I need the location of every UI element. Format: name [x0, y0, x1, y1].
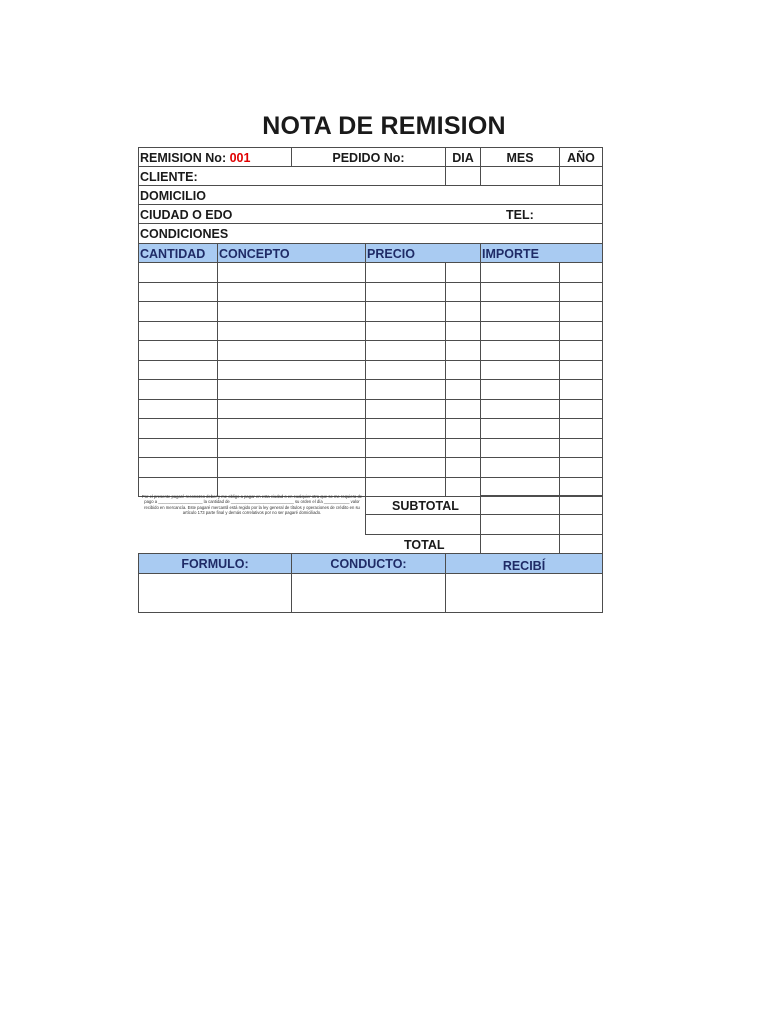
- item-precio-cents-cell[interactable]: [445, 301, 481, 322]
- item-concepto-cell[interactable]: [217, 301, 366, 322]
- item-precio-cell[interactable]: [365, 418, 446, 439]
- formulo-signature-box[interactable]: [138, 573, 292, 613]
- condiciones-field[interactable]: CONDICIONES: [138, 223, 603, 244]
- conducto-signature-box[interactable]: [291, 573, 446, 613]
- item-cantidad-cell[interactable]: [138, 399, 218, 420]
- item-concepto-cell[interactable]: [217, 360, 366, 381]
- item-importe-cents-cell[interactable]: [559, 438, 603, 459]
- pedido-label[interactable]: PEDIDO No:: [291, 147, 446, 167]
- item-concepto-cell[interactable]: [217, 379, 366, 400]
- conducto-label: CONDUCTO:: [291, 553, 446, 574]
- item-concepto-cell[interactable]: [217, 438, 366, 459]
- col-precio: PRECIO: [365, 243, 481, 263]
- subtotal-amount[interactable]: [480, 495, 560, 515]
- total-amount[interactable]: [480, 534, 560, 554]
- item-importe-cell[interactable]: [480, 477, 560, 498]
- subtotal-cents[interactable]: [559, 495, 603, 515]
- item-precio-cents-cell[interactable]: [445, 457, 481, 478]
- item-importe-cell[interactable]: [480, 262, 560, 283]
- mes-label: MES: [480, 147, 560, 167]
- total-label: TOTAL: [404, 538, 445, 552]
- item-cantidad-cell[interactable]: [138, 340, 218, 361]
- recibi-signature-box[interactable]: [445, 573, 603, 613]
- remision-label: REMISION No:: [140, 151, 227, 165]
- item-importe-cents-cell[interactable]: [559, 282, 603, 303]
- item-importe-cents-cell[interactable]: [559, 457, 603, 478]
- legal-text: Por el presente pagaré reconozco deber y me obligo a pagar en esta ciudad o en cualquier otra que se me requiera de pago a ___________________ la cantidad de ___________________________ su orden el día ___________ valor recibido en mercancía. Este pagaré mercantil está regido por la ley general de títulos y operaciones de crédito en su artículo 173 parte final y demás correlativos por no ser pagaré domiciliado.: [141, 494, 363, 516]
- item-precio-cell[interactable]: [365, 399, 446, 420]
- item-precio-cell[interactable]: [365, 477, 446, 498]
- item-precio-cell[interactable]: [365, 321, 446, 342]
- item-cantidad-cell[interactable]: [138, 418, 218, 439]
- item-precio-cents-cell[interactable]: [445, 438, 481, 459]
- item-cantidad-cell[interactable]: [138, 457, 218, 478]
- iva-label-cell: [365, 514, 481, 535]
- iva-cents[interactable]: [559, 514, 603, 535]
- item-cantidad-cell[interactable]: [138, 379, 218, 400]
- item-importe-cell[interactable]: [480, 418, 560, 439]
- dia-field[interactable]: [445, 166, 481, 186]
- subtotal-label: SUBTOTAL: [392, 499, 459, 513]
- ano-field[interactable]: [559, 166, 603, 186]
- item-precio-cell[interactable]: [365, 379, 446, 400]
- item-precio-cents-cell[interactable]: [445, 321, 481, 342]
- item-precio-cents-cell[interactable]: [445, 340, 481, 361]
- item-importe-cents-cell[interactable]: [559, 477, 603, 498]
- item-cantidad-cell[interactable]: [138, 301, 218, 322]
- remision-number: 001: [229, 151, 251, 165]
- mes-field[interactable]: [480, 166, 560, 186]
- item-concepto-cell[interactable]: [217, 399, 366, 420]
- item-precio-cents-cell[interactable]: [445, 399, 481, 420]
- item-precio-cents-cell[interactable]: [445, 418, 481, 439]
- total-cents[interactable]: [559, 534, 603, 554]
- item-precio-cents-cell[interactable]: [445, 477, 481, 498]
- item-concepto-cell[interactable]: [217, 262, 366, 283]
- item-importe-cell[interactable]: [480, 399, 560, 420]
- item-importe-cell[interactable]: [480, 340, 560, 361]
- item-importe-cell[interactable]: [480, 360, 560, 381]
- item-importe-cents-cell[interactable]: [559, 340, 603, 361]
- item-cantidad-cell[interactable]: [138, 262, 218, 283]
- col-cantidad: CANTIDAD: [138, 243, 218, 263]
- item-importe-cents-cell[interactable]: [559, 399, 603, 420]
- item-cantidad-cell[interactable]: [138, 438, 218, 459]
- col-importe: IMPORTE: [480, 243, 603, 263]
- item-precio-cell[interactable]: [365, 438, 446, 459]
- item-cantidad-cell[interactable]: [138, 321, 218, 342]
- item-precio-cell[interactable]: [365, 282, 446, 303]
- item-precio-cell[interactable]: [365, 457, 446, 478]
- item-importe-cents-cell[interactable]: [559, 418, 603, 439]
- item-importe-cents-cell[interactable]: [559, 321, 603, 342]
- item-importe-cell[interactable]: [480, 321, 560, 342]
- item-concepto-cell[interactable]: [217, 418, 366, 439]
- item-importe-cell[interactable]: [480, 379, 560, 400]
- subtotal-label-cell: [365, 495, 481, 515]
- domicilio-field[interactable]: DOMICILIO: [138, 185, 603, 205]
- item-concepto-cell[interactable]: [217, 321, 366, 342]
- cliente-field[interactable]: CLIENTE:: [138, 166, 446, 186]
- ciudad-label: CIUDAD O EDO: [140, 208, 233, 222]
- item-importe-cell[interactable]: [480, 438, 560, 459]
- remision-form: [138, 147, 603, 613]
- item-cantidad-cell[interactable]: [138, 282, 218, 303]
- item-concepto-cell[interactable]: [217, 457, 366, 478]
- item-importe-cell[interactable]: [480, 457, 560, 478]
- item-importe-cents-cell[interactable]: [559, 301, 603, 322]
- ciudad-field[interactable]: [138, 204, 603, 224]
- tel-label: TEL:: [506, 208, 534, 222]
- item-precio-cell[interactable]: [365, 340, 446, 361]
- item-importe-cell[interactable]: [480, 301, 560, 322]
- item-precio-cell[interactable]: [365, 262, 446, 283]
- item-precio-cents-cell[interactable]: [445, 360, 481, 381]
- item-concepto-cell[interactable]: [217, 340, 366, 361]
- formulo-label: FORMULO:: [138, 553, 292, 574]
- item-precio-cell[interactable]: [365, 301, 446, 322]
- item-concepto-cell[interactable]: [217, 282, 366, 303]
- col-concepto: CONCEPTO: [217, 243, 366, 263]
- recibi-label: RECIBÍ: [445, 553, 603, 574]
- item-importe-cents-cell[interactable]: [559, 360, 603, 381]
- item-precio-cell[interactable]: [365, 360, 446, 381]
- document-title: NOTA DE REMISION: [262, 112, 506, 140]
- iva-amount[interactable]: [480, 514, 560, 535]
- item-precio-cents-cell[interactable]: [445, 262, 481, 283]
- ano-label: AÑO: [559, 147, 603, 167]
- remision-cell[interactable]: [138, 147, 292, 167]
- item-cantidad-cell[interactable]: [138, 360, 218, 381]
- item-precio-cents-cell[interactable]: [445, 282, 481, 303]
- item-importe-cents-cell[interactable]: [559, 379, 603, 400]
- item-importe-cell[interactable]: [480, 282, 560, 303]
- item-importe-cents-cell[interactable]: [559, 262, 603, 283]
- item-precio-cents-cell[interactable]: [445, 379, 481, 400]
- dia-label: DIA: [445, 147, 481, 167]
